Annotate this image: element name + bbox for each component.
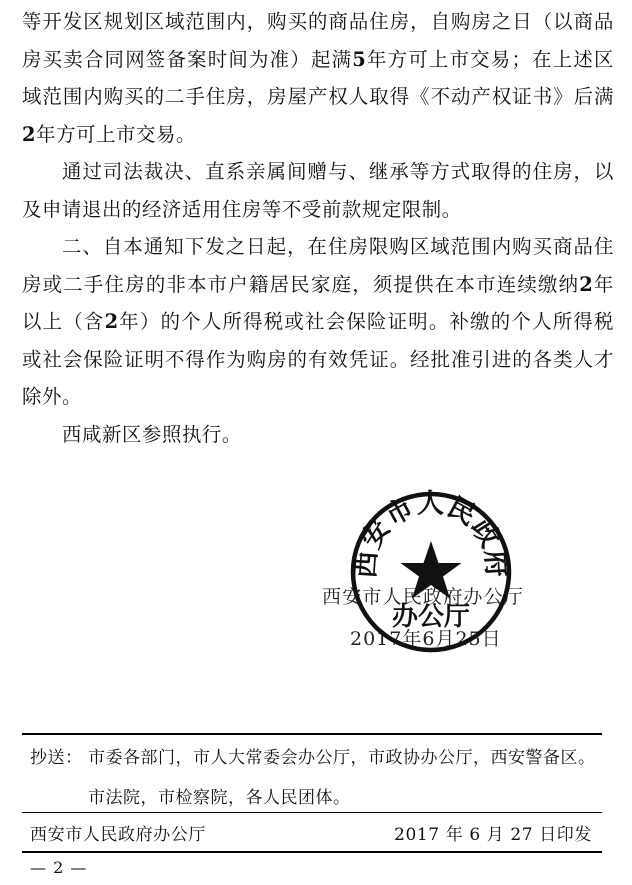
paragraph-2: 通过司法裁决、直系亲属间赠与、继承等方式取得的住房，以及申请退出的经济适用住房等不受前款规定限制。 — [22, 160, 614, 221]
paragraph-3 — [22, 228, 614, 416]
footer-bottom-rule — [22, 851, 602, 853]
paragraph-3-number-b: 2 — [104, 310, 119, 333]
paragraph-3-number-a: 2 — [579, 272, 594, 296]
seal-arc-text: 西安市人民政府 — [350, 488, 512, 580]
document-body — [22, 3, 614, 453]
cc-recipients-line-2: 市法院，市检察院，各人民团体。 — [88, 788, 351, 808]
print-date: 2017 年 6 月 27 日印发 — [394, 825, 592, 845]
signature-org: 西安市人民政府办公厅 — [322, 586, 525, 608]
cc-recipients-line-1: 市委各部门，市人大常委会办公厅，市政协办公厅，西安警备区。 — [88, 748, 596, 768]
footer-top-rule — [22, 733, 602, 735]
paragraph-1-text-b: 年方可上市交易；在上述区域范围内购买的二手住房，房屋产权人取得《不动产权证书》后满 — [22, 47, 614, 108]
seal-bottom-text: 办公厅 — [391, 602, 471, 632]
issuer-org: 西安市人民政府办公厅 — [30, 825, 206, 845]
signature-date: 2017年6月25日 — [350, 628, 502, 650]
paragraph-4: 西咸新区参照执行。 — [62, 422, 242, 446]
seal-star-icon — [401, 541, 462, 599]
paragraph-3-text-a: 二、自本通知下发之日起，在住房限购区域范围内购买商品住房或二手住房的非本市户籍居民家庭，须提供在本市连续缴纳 — [22, 235, 614, 296]
paragraph-1-text-a: 等开发区规划区域范围内，购买的商品住房，自购房之日（以商品房买卖合同网签备案时间为准）起满 — [22, 10, 614, 71]
paragraph-1-number-years-2: 2 — [22, 122, 37, 146]
paragraph-1-text-c: 年方可上市交易。 — [36, 122, 197, 146]
footer-middle-rule — [22, 812, 602, 813]
paragraph-1-number-years-5: 5 — [352, 47, 367, 71]
cc-label: 抄送： — [30, 748, 83, 768]
official-seal-icon — [346, 487, 516, 657]
page-number: — 2 — — [30, 858, 88, 877]
paragraph-3-text-c: 年）的个人所得税或社会保险证明。补缴的个人所得税或社会保险证明不得作为购房的有效凭证。经批准引进的各类人才除外。 — [22, 310, 614, 408]
paragraph-1 — [22, 3, 614, 153]
paragraph-3-text-b: 年以上（含 — [22, 272, 614, 333]
